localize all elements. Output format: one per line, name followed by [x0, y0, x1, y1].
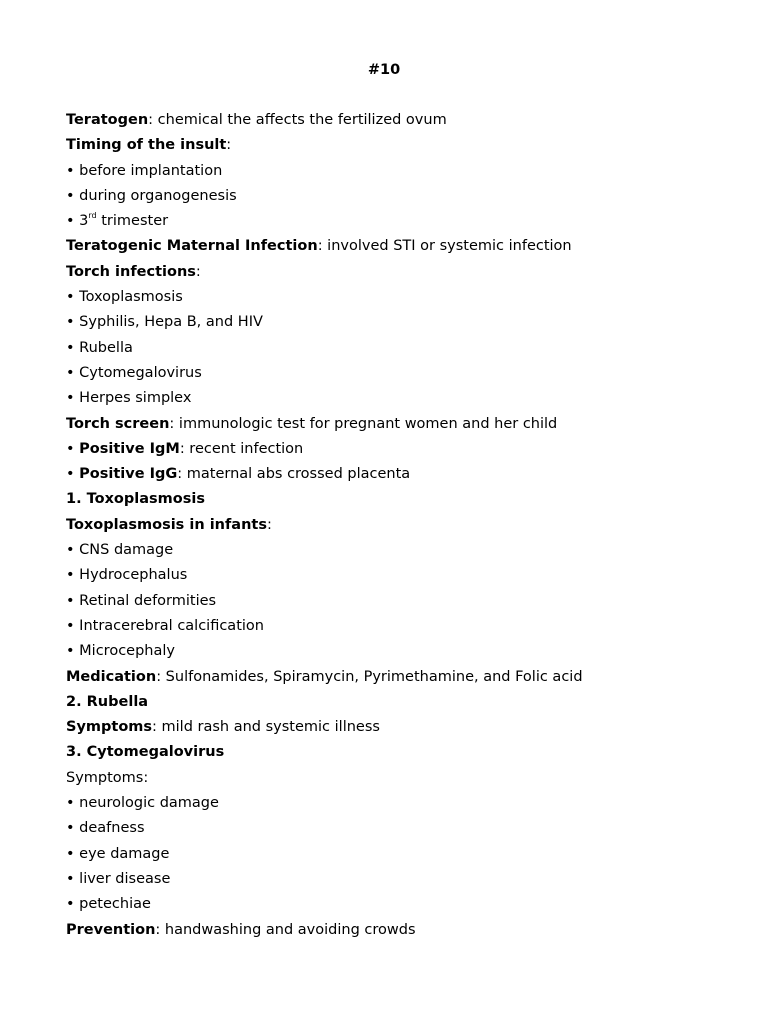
- list-item: [66, 614, 726, 639]
- list-item-text: Rubella: [79, 339, 133, 356]
- list-item: [66, 285, 726, 310]
- section-heading-cmv: [66, 740, 726, 765]
- list-item: [66, 867, 726, 892]
- bullet: •: [66, 567, 80, 584]
- definition: : handwashing and avoiding crowds: [155, 921, 416, 938]
- bullet: •: [66, 795, 80, 812]
- list-item-text: neurologic damage: [79, 795, 219, 812]
- heading-text: 1. Toxoplasmosis: [66, 491, 205, 508]
- bullet: •: [66, 617, 80, 634]
- list-item: [66, 361, 726, 386]
- bullet: •: [66, 339, 80, 356]
- definition: : immunologic test for pregnant women and her child: [169, 415, 558, 432]
- teratogen-definition: [66, 108, 726, 133]
- term: Positive IgG: [79, 466, 178, 483]
- list-item-text: Herpes simplex: [79, 390, 192, 407]
- list-item: [66, 209, 726, 234]
- bullet: •: [66, 187, 80, 204]
- bullet: •: [66, 440, 80, 457]
- bullet: •: [66, 542, 80, 559]
- list-item: [66, 563, 726, 588]
- list-item: [66, 310, 726, 335]
- rubella-symptoms-line: [66, 715, 726, 740]
- list-item-text: Microcephaly: [79, 643, 175, 660]
- definition: : mild rash and systemic illness: [152, 719, 380, 736]
- heading-text: Timing of the insult: [66, 137, 227, 154]
- bullet: •: [66, 592, 80, 609]
- bullet: •: [66, 870, 80, 887]
- section-heading-toxoplasmosis: [66, 487, 726, 512]
- bullet: •: [66, 314, 80, 331]
- heading-text: 2. Rubella: [66, 693, 149, 710]
- bullet: •: [66, 162, 80, 179]
- term: Torch screen: [66, 415, 170, 432]
- bullet: •: [66, 390, 80, 407]
- list-item-text: trimester: [96, 213, 169, 230]
- timing-heading: [66, 133, 726, 158]
- trimester-number: 3: [79, 213, 89, 230]
- list-item: [66, 184, 726, 209]
- list-item-text: eye damage: [79, 845, 170, 862]
- prevention-line: [66, 918, 726, 943]
- definition: : involved STI or systemic infection: [317, 238, 572, 255]
- notes-body: [66, 108, 726, 943]
- list-item: [66, 538, 726, 563]
- bullet: •: [66, 845, 80, 862]
- list-item: [66, 462, 726, 487]
- term: Medication: [66, 668, 157, 685]
- list-item-text: Syphilis, Hepa B, and HIV: [79, 314, 263, 331]
- list-item: [66, 589, 726, 614]
- list-item-text: Intracerebral calcification: [79, 617, 264, 634]
- list-item-text: liver disease: [79, 870, 171, 887]
- bullet: •: [66, 643, 80, 660]
- term: Teratogenic Maternal Infection: [66, 238, 318, 255]
- list-item: [66, 892, 726, 917]
- list-item: [66, 791, 726, 816]
- bullet: •: [66, 820, 80, 837]
- list-item-text: Toxoplasmosis: [79, 289, 183, 306]
- heading-text: Torch infections: [66, 263, 196, 280]
- term: Symptoms: [66, 719, 153, 736]
- bullet: •: [66, 364, 80, 381]
- list-item-text: Hydrocephalus: [79, 567, 188, 584]
- heading-text: Toxoplasmosis in infants: [66, 516, 267, 533]
- colon: :: [266, 516, 272, 533]
- list-item-text: Cytomegalovirus: [79, 364, 202, 381]
- colon: :: [226, 137, 232, 154]
- term: Positive IgM: [79, 440, 180, 457]
- maternal-infection-definition: [66, 234, 726, 259]
- term: Prevention: [66, 921, 156, 938]
- page-title: #10: [367, 62, 401, 78]
- list-item: [66, 386, 726, 411]
- list-item: [66, 159, 726, 184]
- ordinal-suffix: rd: [88, 211, 97, 221]
- list-item: [66, 336, 726, 361]
- list-item: [66, 639, 726, 664]
- list-item: [66, 437, 726, 462]
- list-item-text: Retinal deformities: [79, 592, 217, 609]
- definition: : Sulfonamides, Spiramycin, Pyrimethamine, and Folic acid: [156, 668, 583, 685]
- bullet: •: [66, 213, 80, 230]
- infants-heading: [66, 513, 726, 538]
- definition: : maternal abs crossed placenta: [177, 466, 411, 483]
- cmv-symptoms-label: Symptoms:: [66, 769, 149, 786]
- heading-text: 3. Cytomegalovirus: [66, 744, 225, 761]
- bullet: •: [66, 466, 80, 483]
- definition: : recent infection: [179, 440, 304, 457]
- list-item-text: before implantation: [79, 162, 223, 179]
- colon: :: [195, 263, 201, 280]
- bullet: •: [66, 896, 80, 913]
- section-heading-rubella: [66, 690, 726, 715]
- list-item-text: CNS damage: [79, 542, 174, 559]
- bullet: •: [66, 289, 80, 306]
- list-item-text: deafness: [79, 820, 145, 837]
- list-item-text: during organogenesis: [79, 187, 237, 204]
- list-item: [66, 842, 726, 867]
- term: Teratogen: [66, 112, 149, 128]
- medication-line: [66, 665, 726, 690]
- torch-screen-definition: [66, 412, 726, 437]
- list-item: [66, 816, 726, 841]
- list-item-text: petechiae: [79, 896, 151, 913]
- torch-infections-heading: [66, 260, 726, 285]
- definition: : chemical the affects the fertilized ovum: [148, 112, 447, 128]
